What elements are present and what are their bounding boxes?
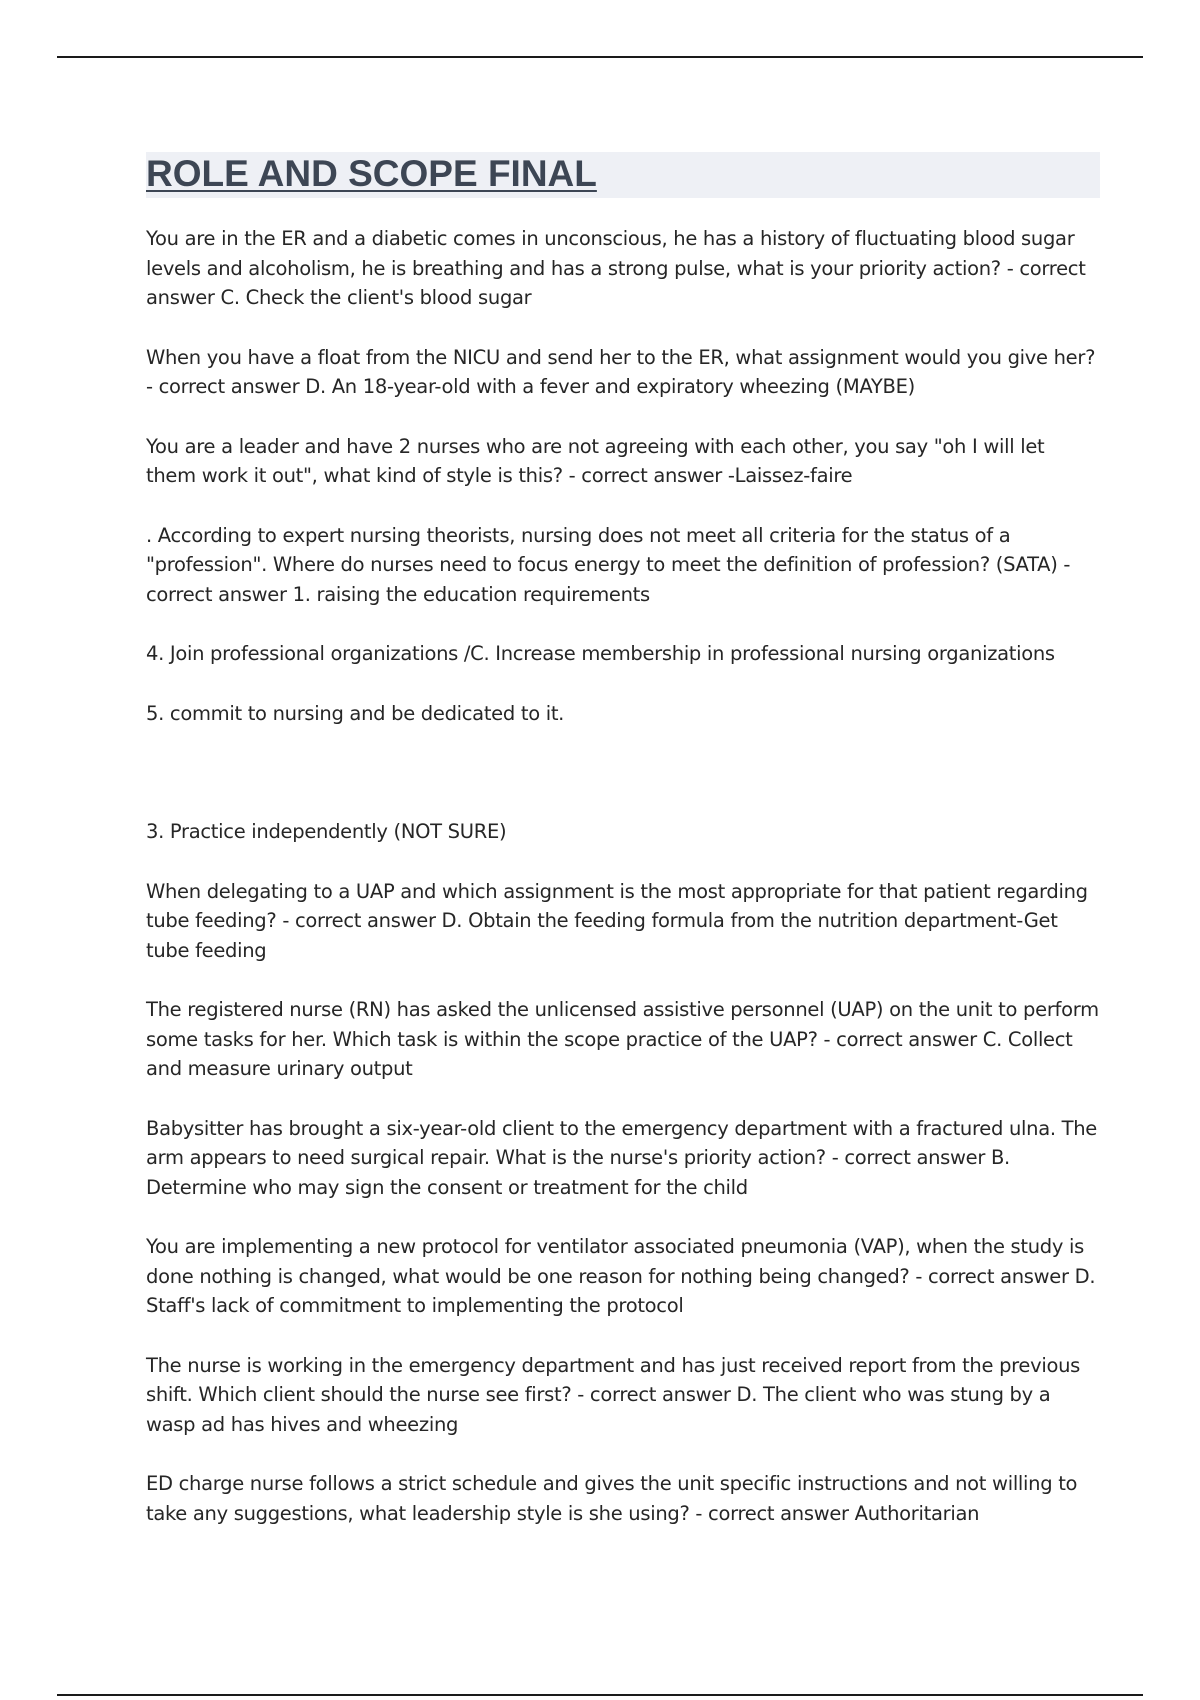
bottom-divider-line xyxy=(57,1694,1143,1696)
paragraph-join-organizations: 4. Join professional organizations /C. Increase membership in professional nursing organizations xyxy=(146,642,1055,665)
paragraph-practice-independently: 3. Practice independently (NOT SURE) xyxy=(146,820,507,843)
paragraph-commit-nursing: 5. commit to nursing and be dedicated to it. xyxy=(146,701,565,725)
paragraph-uap-tube-feeding: When delegating to a UAP and which assignment is the most appropriate for that patient regarding tube feeding? - correct answer D. Obtain the feeding formula from the nutrition department-Get tube feeding xyxy=(146,879,1088,962)
paragraph-vap-protocol: You are implementing a new protocol for ventilator associated pneumonia (VAP), when the study is done nothing is changed, what would be one reason for nothing being changed? - correct answer D. Staff's lack of commitment to implementing the protocol xyxy=(146,1235,1096,1317)
paragraph-babysitter-consent: Babysitter has brought a six-year-old client to the emergency department with a fractured ulna. The arm appears to need surgical repair. What is the nurse's priority action? - correct answer B. Determine who may sign the consent or treatment for the child xyxy=(146,1116,1098,1199)
paragraph-nicu-float: When you have a float from the NICU and send her to the ER, what assignment would you give her? - correct answer D. An 18-year-old with a fever and expiratory wheezing (MAYBE) xyxy=(146,345,1096,398)
paragraph-laissez-faire: You are a leader and have 2 nurses who are not agreeing with each other, you say "oh I will let them work it out", what kind of style is this? - correct answer -Laissez-faire xyxy=(146,434,1045,487)
paragraph-uap-scope: The registered nurse (RN) has asked the unlicensed assistive personnel (UAP) on the unit to perform some tasks for her. Which task is within the scope practice of the UAP? - correct answer C. Collect and measure urinary output xyxy=(146,998,1099,1080)
paragraph-er-diabetic: You are in the ER and a diabetic comes in unconscious, he has a history of fluctuating blood sugar levels and alcoholism, he is breathing and has a strong pulse, what is your priority action? - correct answer C. Check the client's blood sugar xyxy=(146,227,1086,309)
document-body xyxy=(146,152,1100,1558)
top-divider-line xyxy=(57,56,1143,58)
paragraph-authoritarian: ED charge nurse follows a strict schedule and gives the unit specific instructions and not willing to take any suggestions, what leadership style is she using? - correct answer Authoritarian xyxy=(146,1472,1078,1525)
paragraph-profession-criteria: . According to expert nursing theorists, nursing does not meet all criteria for the status of a "profession". Where do nurses need to focus energy to meet the definition of profession? (SATA) - correct answer 1. raising the education requirements xyxy=(146,523,1071,606)
paragraph-ed-priority: The nurse is working in the emergency department and has just received report from the previous shift. Which client should the nurse see first? - correct answer D. The client who was stung by a wasp ad has hives and wheezing xyxy=(146,1353,1081,1436)
title-band xyxy=(146,152,1100,198)
document-title: ROLE AND SCOPE FINAL xyxy=(146,153,597,194)
